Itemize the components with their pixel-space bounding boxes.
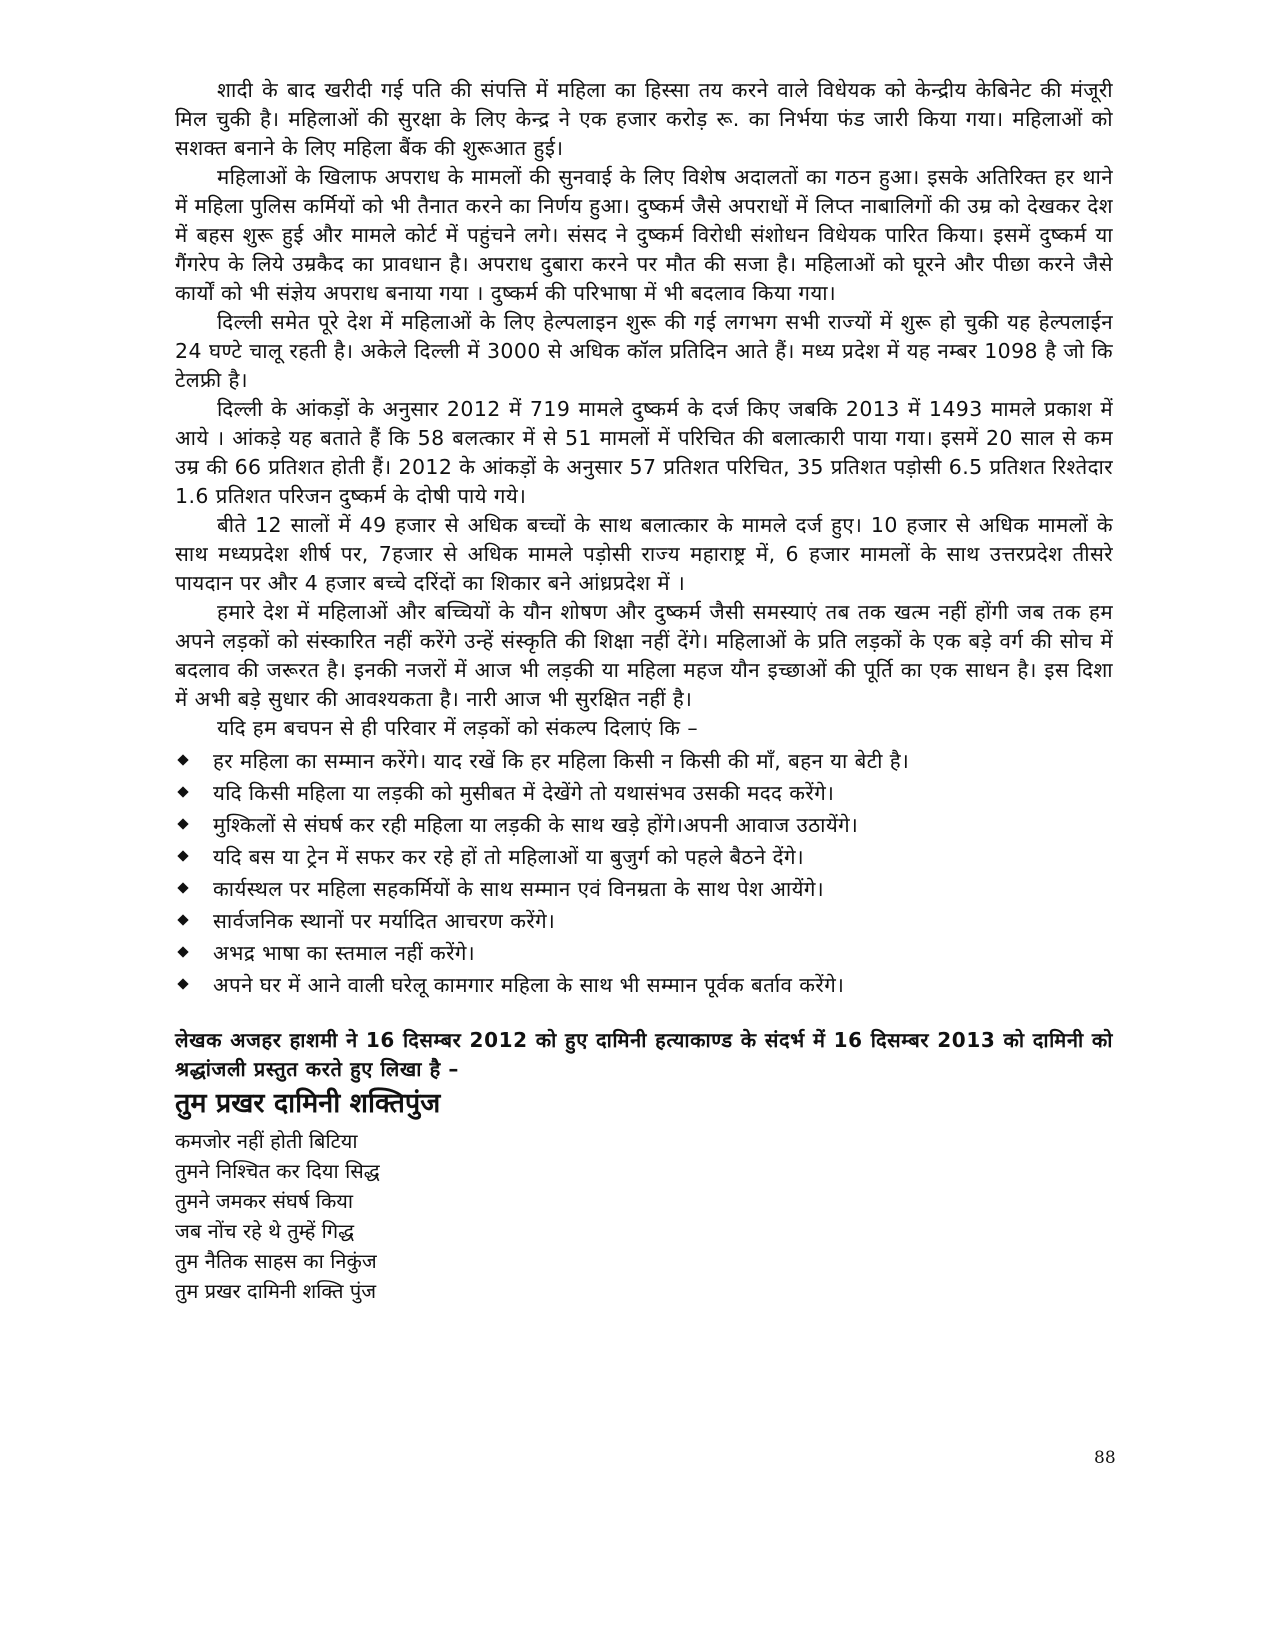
list-item xyxy=(175,971,1113,1000)
diamond-bullet-icon xyxy=(177,818,188,829)
diamond-bullet-icon xyxy=(177,882,188,893)
page-content xyxy=(175,76,1113,1306)
paragraph-3: दिल्ली समेत पूरे देश में महिलाओं के लिए हेल्पलाइन शुरू की गई लगभग सभी राज्यों में शुरू हो चुकी यह हेल्पलाईन 24 घण्टे चालू रहती है। अकेले दिल्ली में 3000 से अधिक कॉल प्रतिदिन आते हैं। मध्य प्रदेश में यह नम्बर 1098 है जो कि टेलफ्री है। xyxy=(175,310,1113,392)
list-item xyxy=(175,939,1113,968)
list-item-text: हर महिला का सम्मान करेंगे। याद रखें कि हर महिला किसी न किसी की माँ, बहन या बेटी है। xyxy=(213,749,910,773)
list-item-text: यदि बस या ट्रेन में सफर कर रहे हों तो महिलाओं या बुजुर्ग को पहले बैठने देंगे। xyxy=(213,845,805,869)
diamond-bullet-icon xyxy=(177,978,188,989)
list-item xyxy=(175,875,1113,904)
poem-line: तुमने निश्चित कर दिया सिद्ध xyxy=(175,1159,380,1183)
poem xyxy=(175,1126,1113,1306)
diamond-bullet-icon xyxy=(177,946,188,957)
poem-line: जब नोंच रहे थे तुम्हें गिद्ध xyxy=(175,1219,355,1243)
paragraph-2: महिलाओं के खिलाफ अपराध के मामलों की सुनवाई के लिए विशेष अदालतों का गठन हुआ। इसके अतिरिक्त हर थाने में महिला पुलिस कर्मियों को भी तैनात करने का निर्णय हुआ। दुष्कर्म जैसे अपराधों में लिप्त नाबालिगों की उम्र को देखकर देश में बहस शुरू हुई और मामले कोर्ट में पहुंचने लगे। संसद ने दुष्कर्म विरोधी संशोधन विधेयक पारित किया। इसमें दुष्कर्म या गैंगरेप के लिये उम्रकैद का प्रावधान है। अपराध दुबारा करने पर मौत की सजा है। महिलाओं को घूरने और पीछा करने जैसे कार्यों को भी संज्ञेय अपराध बनाया गया । दुष्कर्म की परिभाषा में भी बदलाव किया गया। xyxy=(175,165,1113,305)
poem-intro: लेखक अजहर हाशमी ने 16 दिसम्बर 2012 को हुए दामिनी हत्याकाण्ड के संदर्भ में 16 दिसम्बर 2013 को दामिनी को श्रद्धांजली प्रस्तुत करते हुए लिखा है – xyxy=(175,1028,1113,1081)
pledge-list xyxy=(175,747,1113,1000)
diamond-bullet-icon xyxy=(177,754,188,765)
poem-title: तुम प्रखर दामिनी शक्तिपुंज xyxy=(175,1088,441,1119)
list-item xyxy=(175,811,1113,840)
list-item-text: कार्यस्थल पर महिला सहकर्मियों के साथ सम्मान एवं विनम्रता के साथ पेश आयेंगे। xyxy=(213,877,825,901)
list-item xyxy=(175,907,1113,936)
list-item xyxy=(175,747,1113,776)
list-item-text: मुश्किलों से संघर्ष कर रही महिला या लड़की के साथ खड़े होंगे।अपनी आवाज उठायेंगे। xyxy=(213,813,859,837)
paragraph-7: यदि हम बचपन से ही परिवार में लड़कों को संकल्प दिलाएं कि – xyxy=(217,716,698,740)
page-number: 88 xyxy=(1094,1448,1116,1468)
list-item xyxy=(175,843,1113,872)
paragraph-1: शादी के बाद खरीदी गई पति की संपत्ति में महिला का हिस्सा तय करने वाले विधेयक को केन्द्रीय केबिनेट की मंजूरी मिल चुकी है। महिलाओं की सुरक्षा के लिए केन्द्र ने एक हजार करोड़ रू. का निर्भया फंड जारी किया गया। महिलाओं को सशक्त बनाने के लिए महिला बैंक की शुरूआत हुई। xyxy=(175,78,1113,160)
poem-line: तुमने जमकर संघर्ष किया xyxy=(175,1189,354,1213)
poem-line: कमजोर नहीं होती बिटिया xyxy=(175,1129,358,1153)
paragraph-5: बीते 12 सालों में 49 हजार से अधिक बच्चों के साथ बलात्कार के मामले दर्ज हुए। 10 हजार से अधिक मामलों के साथ मध्यप्रदेश शीर्ष पर, 7हजार से अधिक मामले पड़ोसी राज्य महाराष्ट्र में, 6 हजार मामलों के साथ उत्तरप्रदेश तीसरे पायदान पर और 4 हजार बच्चे दरिंदों का शिकार बने आंध्रप्रदेश में । xyxy=(175,513,1113,595)
list-item-text: यदि किसी महिला या लड़की को मुसीबत में देखेंगे तो यथासंभव उसकी मदद करेंगे। xyxy=(213,781,835,805)
list-item-text: अभद्र भाषा का स्तमाल नहीं करेंगे। xyxy=(213,941,476,965)
poem-line: तुम प्रखर दामिनी शक्ति पुंज xyxy=(175,1279,377,1303)
paragraph-4: दिल्ली के आंकड़ों के अनुसार 2012 में 719 मामले दुष्कर्म के दर्ज किए जबकि 2013 में 1493 मामले प्रकाश में आये । आंकड़े यह बताते हैं कि 58 बलत्कार में से 51 मामलों में परिचित की बलात्कारी पाया गया। इसमें 20 साल से कम उम्र की 66 प्रतिशत होती हैं। 2012 के आंकड़ों के अनुसार 57 प्रतिशत परिचित, 35 प्रतिशत पड़ोसी 6.5 प्रतिशत रिश्तेदार 1.6 प्रतिशत परिजन दुष्कर्म के दोषी पाये गये। xyxy=(175,397,1113,508)
diamond-bullet-icon xyxy=(177,914,188,925)
diamond-bullet-icon xyxy=(177,850,188,861)
diamond-bullet-icon xyxy=(177,786,188,797)
list-item-text: अपने घर में आने वाली घरेलू कामगार महिला के साथ भी सम्मान पूर्वक बर्ताव करेंगे। xyxy=(213,973,845,997)
list-item xyxy=(175,779,1113,808)
list-item-text: सार्वजनिक स्थानों पर मर्यादित आचरण करेंगे। xyxy=(213,909,556,933)
poem-line: तुम नैतिक साहस का निकुंज xyxy=(175,1249,377,1273)
paragraph-6: हमारे देश में महिलाओं और बच्चियों के यौन शोषण और दुष्कर्म जैसी समस्याएं तब तक खत्म नहीं होंगी जब तक हम अपने लड़कों को संस्कारित नहीं करेंगे उन्हें संस्कृति की शिक्षा नहीं देंगे। महिलाओं के प्रति लड़कों के एक बड़े वर्ग की सोच में बदलाव की जरूरत है। इनकी नजरों में आज भी लड़की या महिला महज यौन इच्छाओं की पूर्ति का एक साधन है। इस दिशा में अभी बड़े सुधार की आवश्यकता है। नारी आज भी सुरक्षित नहीं है। xyxy=(175,600,1113,711)
